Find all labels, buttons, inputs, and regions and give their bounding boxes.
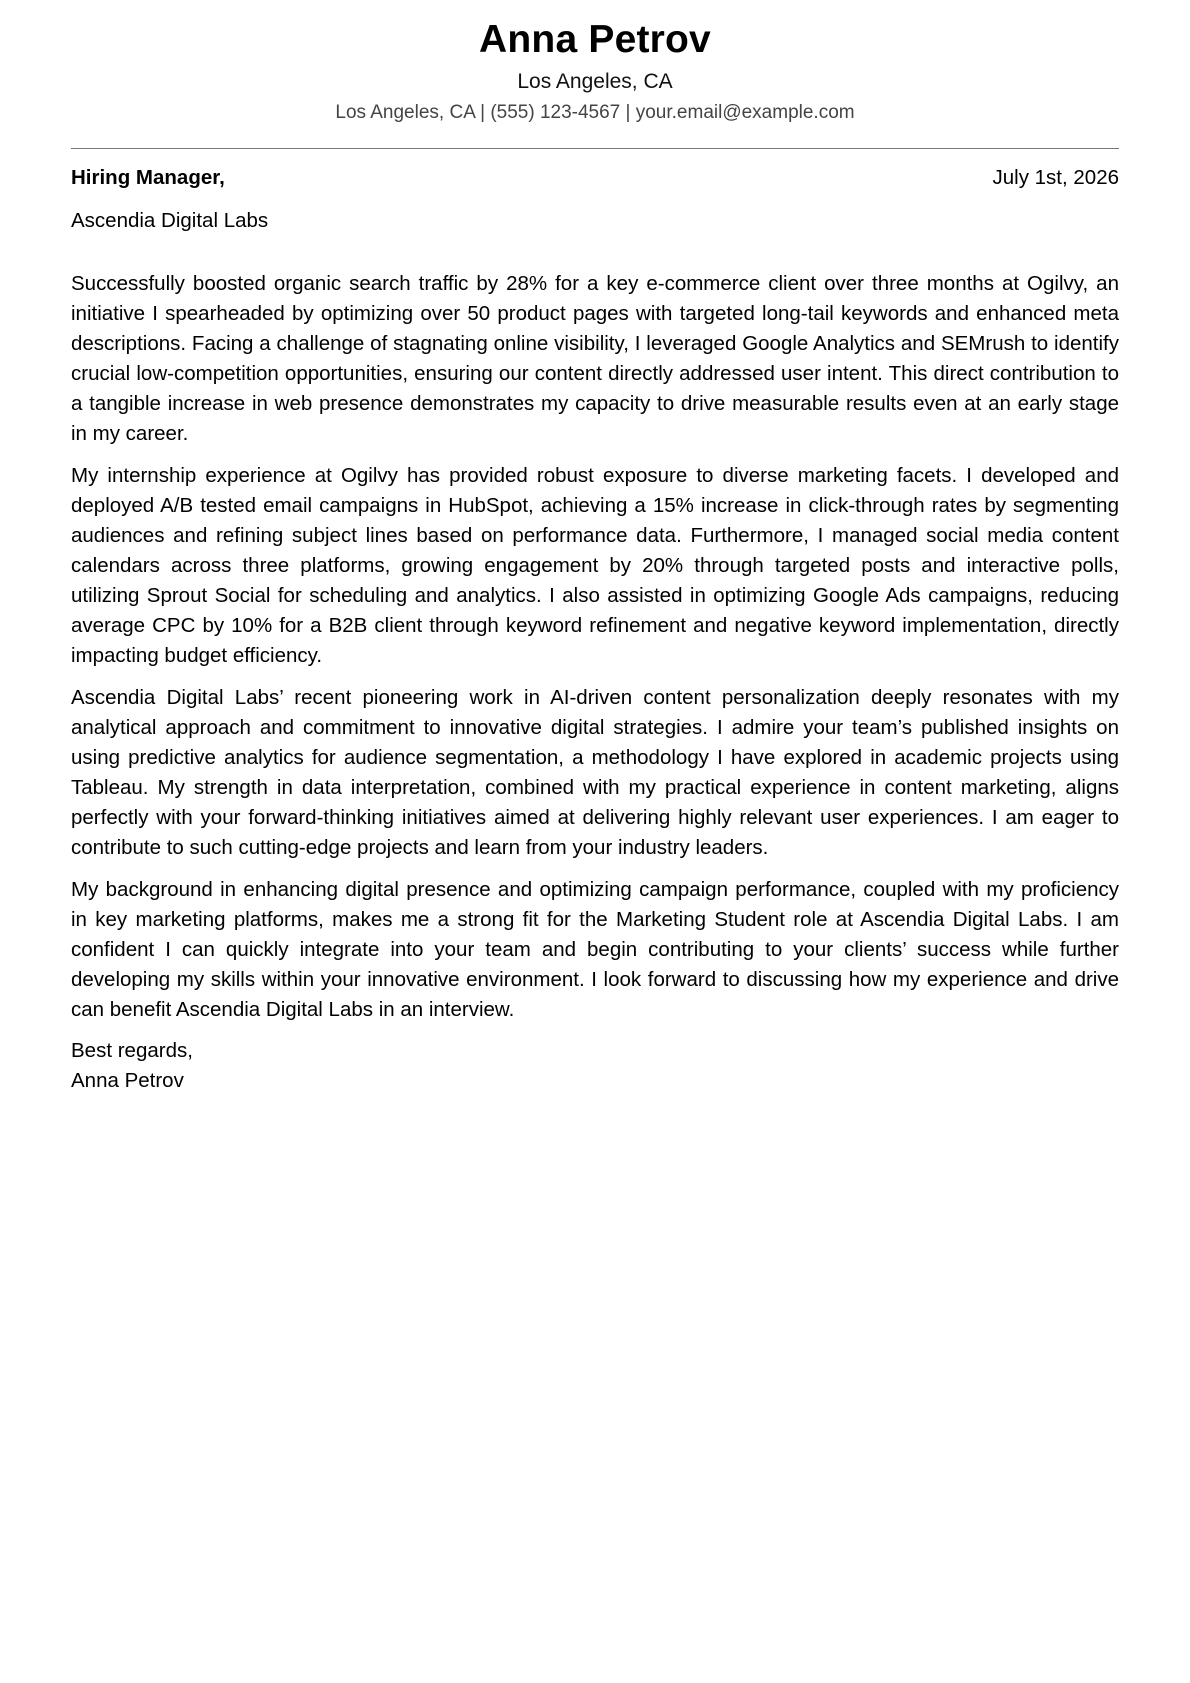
applicant-contact-line: Los Angeles, CA | (555) 123-4567 | your.email@example.com (335, 102, 855, 123)
letter-header (71, 14, 1119, 128)
letter-body (71, 269, 1119, 1037)
applicant-location: Los Angeles, CA (517, 70, 673, 93)
body-paragraph: My internship experience at Ogilvy has provided robust exposure to diverse marketing facets. I developed and deployed A/B tested email campaigns in HubSpot, achieving a 15% increase in click-through rates by segmenting audiences and refining subject lines based on performance data. Furthermore, I managed social media content calendars across three platforms, growing engagement by 20% through targeted posts and interactive polls, utilizing Sprout Social for scheduling and analytics. I also assisted in optimizing Google Ads campaigns, reducing average CPC by 10% for a B2B client through keyword refinement and negative keyword implementation, directly impacting budget efficiency. (71, 464, 1119, 667)
recipient-row (71, 163, 1119, 193)
closing-phrase: Best regards, (71, 1039, 193, 1062)
recipient-company: Ascendia Digital Labs (71, 209, 269, 232)
applicant-name: Anna Petrov (479, 18, 711, 61)
body-paragraph: Ascendia Digital Labs’ recent pioneering work in AI-driven content personalization deeply resonates with my analytical approach and commitment to innovative digital strategies. I admire your team’s published insights on using predictive analytics for audience segmentation, a methodology I have explored in academic projects using Tableau. My strength in data interpretation, combined with my practical experience in content marketing, aligns perfectly with your forward-thinking initiatives aimed at delivering highly relevant user experiences. I am eager to contribute to such cutting-edge projects and learn from your industry leaders. (71, 686, 1119, 859)
body-paragraph: My background in enhancing digital presence and optimizing campaign performance, coupled with my proficiency in key marketing platforms, makes me a strong fit for the Marketing Student role at Ascendia Digital Labs. I am confident I can quickly integrate into your team and begin contributing to your clients’ success while further developing my skills within your innovative environment. I look forward to discussing how my experience and drive can benefit Ascendia Digital Labs in an interview. (71, 878, 1119, 1021)
letter-closing (71, 1036, 193, 1096)
recipient-salutation: Hiring Manager, (71, 166, 225, 189)
body-paragraph: Successfully boosted organic search traffic by 28% for a key e-commerce client over three months at Ogilvy, an initiative I spearheaded by optimizing over 50 product pages with targeted long-tail keywords and enhanced meta descriptions. Facing a challenge of stagnating online visibility, I leveraged Google Analytics and SEMrush to identify crucial low-competition opportunities, ensuring our content directly addressed user intent. This direct contribution to a tangible increase in web presence demonstrates my capacity to drive measurable results even at an early stage in my career. (71, 272, 1119, 445)
header-divider (71, 148, 1119, 149)
signature-name: Anna Petrov (71, 1069, 184, 1092)
letter-date: July 1st, 2026 (992, 166, 1119, 189)
